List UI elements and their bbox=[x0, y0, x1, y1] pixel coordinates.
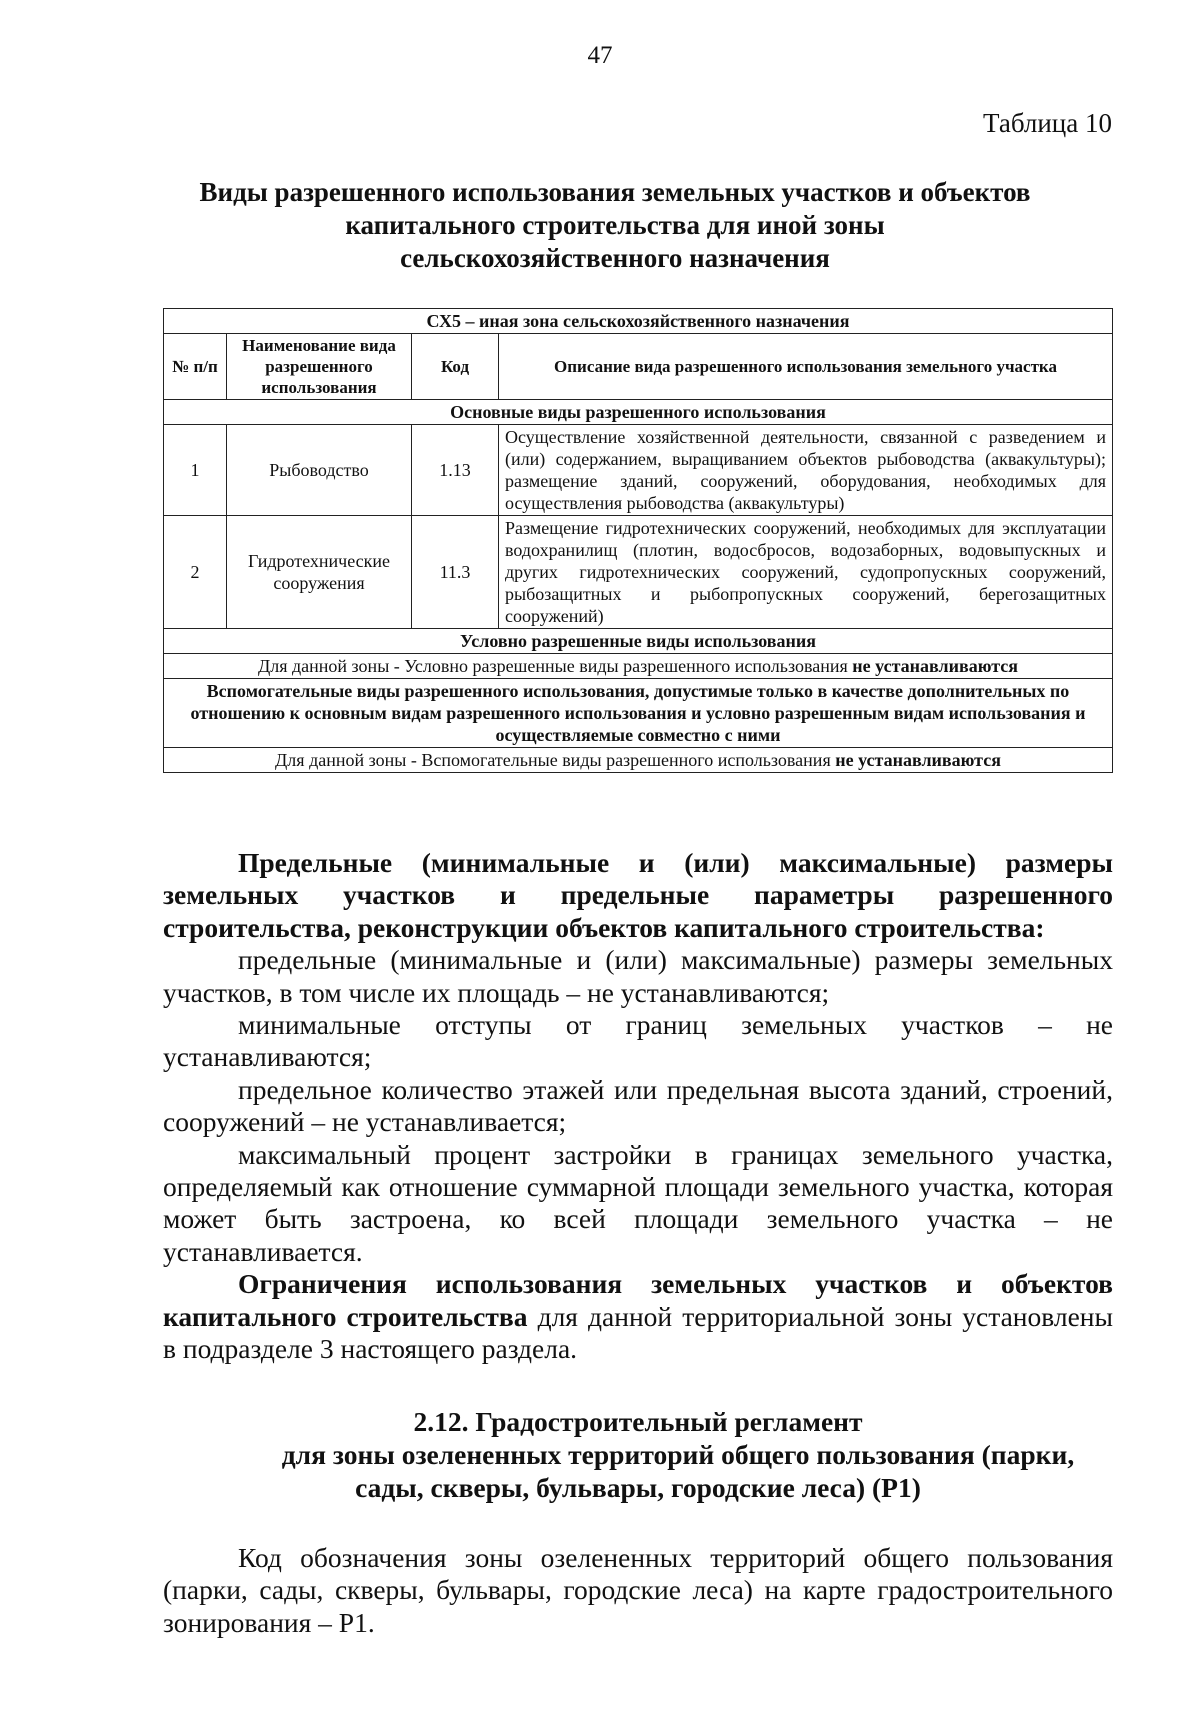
section-conditional: Условно разрешенные виды использования bbox=[164, 629, 1113, 654]
title-line: сельскохозяйственного назначения bbox=[400, 243, 830, 273]
limits-item: предельные (минимальные и (или) максимальные) размеры земельных участков, в том числе их площадь – не устанавливаются; bbox=[163, 944, 1113, 1008]
zone-code-paragraph: Код обозначения зоны озелененных территорий общего пользования (парки, сады, скверы, бульвары, городские леса) на карте градостроительного зонирования – Р1. bbox=[163, 1542, 1113, 1638]
restrictions-paragraph bbox=[163, 1268, 1113, 1365]
column-header-name: Наименование вида разрешенного использования bbox=[227, 334, 412, 400]
zone-header-row bbox=[164, 309, 1113, 334]
column-header-code: Код bbox=[412, 334, 499, 400]
zone-header: СХ5 – иная зона сельскохозяйственного назначения bbox=[164, 309, 1113, 334]
document-title bbox=[150, 176, 1080, 275]
section-row-aux bbox=[164, 679, 1113, 748]
note-row-conditional bbox=[164, 654, 1113, 679]
section-main: Основные виды разрешенного использования bbox=[164, 400, 1113, 425]
column-header-row bbox=[164, 334, 1113, 400]
row-name: Гидротехнические сооружения bbox=[227, 516, 412, 629]
column-header-num: № п/п bbox=[164, 334, 227, 400]
note-aux bbox=[164, 748, 1113, 773]
section-aux: Вспомогательные виды разрешенного использования, допустимые только в качестве дополнительных по отношению к основным видам разрешенного использования и условно разрешенным видам использования и осуществляемые совместно с ними bbox=[164, 679, 1113, 748]
row-name: Рыбоводство bbox=[227, 425, 412, 516]
row-num: 1 bbox=[164, 425, 227, 516]
row-desc: Осуществление хозяйственной деятельности, связанной с разведением и (или) содержанием, выращиванием объектов рыбоводства (аквакультуры); размещение зданий, сооружений, оборудования, необходимых для осуществления рыбоводства (аквакультуры) bbox=[499, 425, 1113, 516]
limits-item: предельное количество этажей или предельная высота зданий, строений, сооружений – не устанавливается; bbox=[163, 1073, 1113, 1138]
row-desc: Размещение гидротехнических сооружений, необходимых для эксплуатации водохранилищ (плотин, водосбросов, водозаборных, водовыпускных и других гидротехнических сооружений, судопропускных сооружений, рыбозащитных и рыбопропускных сооружений, берегозащитных сооружений) bbox=[499, 516, 1113, 629]
limits-heading: Предельные (минимальные и (или) максимальные) размеры земельных участков и предельные параметры разрешенного строительства, реконструкции объектов капитального строительства: bbox=[163, 847, 1113, 943]
note-conditional bbox=[164, 654, 1113, 679]
section-title bbox=[163, 1405, 1113, 1504]
row-code: 1.13 bbox=[412, 425, 499, 516]
note-conditional-bold: не устанавливаются bbox=[852, 656, 1019, 676]
section-title-line: сады, скверы, бульвары, городские леса) (Р1) bbox=[355, 1472, 921, 1503]
row-num: 2 bbox=[164, 516, 227, 629]
column-header-desc: Описание вида разрешенного использования земельного участка bbox=[499, 334, 1113, 400]
land-use-table bbox=[163, 308, 1113, 773]
table-label: Таблица 10 bbox=[983, 108, 1112, 138]
section-title-line: для зоны озелененных территорий общего пользования (парки, bbox=[281, 1439, 1075, 1470]
section-row-main bbox=[164, 400, 1113, 425]
note-row-aux bbox=[164, 748, 1113, 773]
note-conditional-text: Для данной зоны - Условно разрешенные виды разрешенного использования bbox=[257, 656, 853, 676]
title-line: капитального строительства для иной зоны bbox=[345, 210, 885, 240]
limits-section bbox=[163, 847, 1113, 1366]
row-code: 11.3 bbox=[412, 516, 499, 629]
table-row bbox=[164, 516, 1113, 629]
section-title-line: 2.12. Градостроительный регламент bbox=[413, 1406, 863, 1437]
page-number: 47 bbox=[587, 42, 613, 69]
zone-code-section bbox=[163, 1542, 1113, 1639]
limits-item: минимальные отступы от границ земельных участков – не устанавливаются; bbox=[163, 1009, 1113, 1073]
title-line: Виды разрешенного использования земельных участков и объектов bbox=[199, 177, 1031, 207]
restrictions-rest: для данной территориальной зоны установлены в подразделе 3 настоящего раздела. bbox=[163, 1300, 1113, 1365]
note-aux-bold: не устанавливаются bbox=[835, 750, 1001, 770]
table-row bbox=[164, 425, 1113, 516]
limits-item: максимальный процент застройки в границах земельного участка, определяемый как отношение суммарной площади земельного участка, которая может быть застроена, ко всей площади земельного участка – не устанавливается. bbox=[163, 1138, 1113, 1267]
restrictions-bold: Ограничения использования земельных участков и объектов капитального строительства bbox=[163, 1268, 1113, 1332]
note-aux-text: Для данной зоны - Вспомогательные виды разрешенного использования bbox=[275, 750, 836, 770]
section-row-conditional bbox=[164, 629, 1113, 654]
